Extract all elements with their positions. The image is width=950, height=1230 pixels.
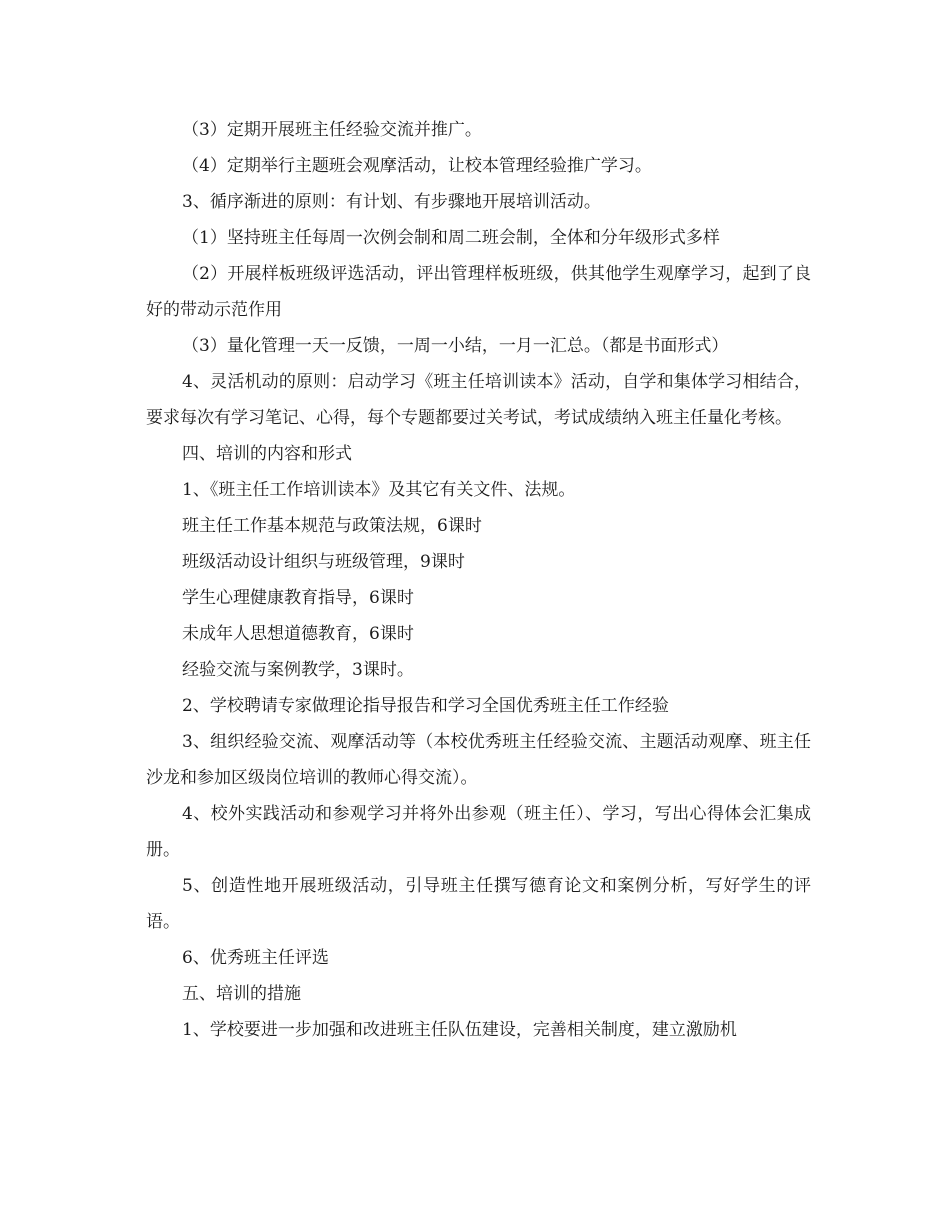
paragraph-17: 4、校外实践活动和参观学习并将外出参观（班主任）、学习，写出心得体会汇集成册。 [146,804,811,860]
course-item-5: 经验交流与案例教学，3课时。 [182,660,414,680]
section-heading-4: 四、培训的内容和形式 [182,444,352,464]
paragraph-18: 5、创造性地开展班级活动，引导班主任撰写德育论文和案例分析，写好学生的评语。 [146,876,811,932]
document-body [146,112,811,1048]
paragraph-9: 1、《班主任工作培训读本》及其它有关文件、法规。 [182,480,576,500]
paragraph-21: 1、学校要进一步加强和改进班主任队伍建设，完善相关制度，建立激励机 [182,1020,737,1040]
paragraph-1: （3）定期开展班主任经验交流并推广。 [182,120,482,140]
section-heading-5: 五、培训的措施 [182,984,301,1004]
paragraph-6: （3）量化管理一天一反馈，一周一小结，一月一汇总。（都是书面形式） [182,336,729,356]
paragraph-3: 3、循序渐进的原则：有计划、有步骤地开展培训活动。 [182,192,601,212]
course-item-4: 未成年人思想道德教育，6课时 [182,624,414,644]
paragraph-19: 6、优秀班主任评选 [182,948,329,968]
course-item-2: 班级活动设计组织与班级管理，9课时 [182,552,465,572]
course-item-3: 学生心理健康教育指导，6课时 [182,588,414,608]
paragraph-4: （1）坚持班主任每周一次例会制和周二班会制，全体和分年级形式多样 [182,228,720,248]
course-item-1: 班主任工作基本规范与政策法规，6课时 [182,516,482,536]
paragraph-7: 4、灵活机动的原则：启动学习《班主任培训读本》活动，自学和集体学习相结合，要求每次有学习笔记、心得，每个专题都要过关考试，考试成绩纳入班主任量化考核。 [146,372,811,428]
paragraph-16: 3、组织经验交流、观摩活动等（本校优秀班主任经验交流、主题活动观摩、班主任沙龙和参加区级岗位培训的教师心得交流）。 [146,732,811,788]
paragraph-15: 2、学校聘请专家做理论指导报告和学习全国优秀班主任工作经验 [182,696,669,716]
paragraph-5: （2）开展样板班级评选活动，评出管理样板班级，供其他学生观摩学习，起到了良好的带动示范作用 [146,264,811,320]
paragraph-2: （4）定期举行主题班会观摩活动，让校本管理经验推广学习。 [182,156,652,176]
